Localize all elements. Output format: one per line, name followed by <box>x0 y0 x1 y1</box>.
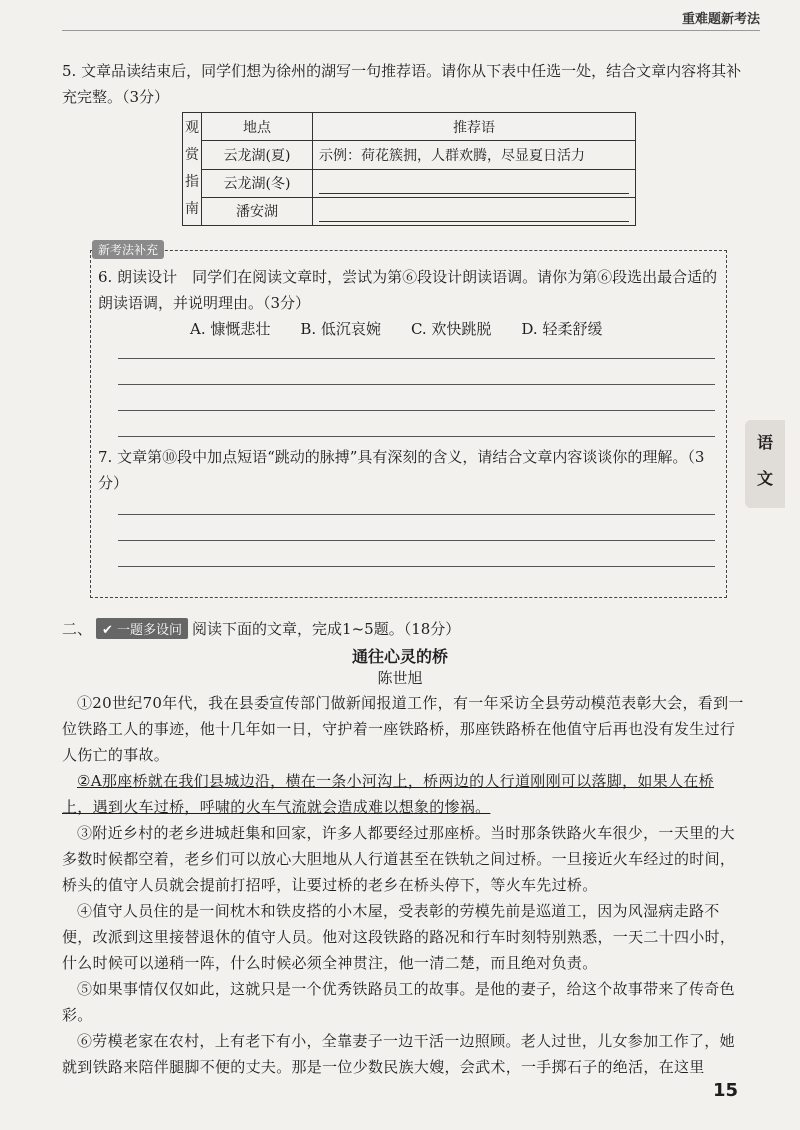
answer-line[interactable] <box>118 358 715 359</box>
q6-options <box>190 318 602 339</box>
series-header: 重难题新考法 <box>681 12 760 27</box>
subject-tab-label: 语 文 <box>756 433 773 488</box>
table-row: 云龙湖(冬) <box>183 169 636 197</box>
question-6: 6. 朗读设计 同学们在阅读文章时，尝试为第⑥段设计朗读语调。请你为第⑥段选出最合适的朗读语调，并说明理由。（3分） <box>98 268 718 312</box>
table-row: 潘安湖 <box>183 197 636 225</box>
answer-line[interactable] <box>118 540 715 541</box>
paragraph-4: ④值守人员住的是一间枕木和铁皮搭的小木屋，受表彰的劳模先前是巡道工，因为风湿病走路不便，改派到这里接替退休的值守人员。他对这段铁路的路况和行车时刻特别熟悉，一天二十四小时，什么时候可以递稍一阵，什么时候必须全神贯注，他一清二楚，而且绝对负责。 <box>62 902 736 972</box>
paragraph-1: ①20世纪70年代，我在县委宣传部门做新闻报道工作，有一年采访全县劳动模范表彰大会，看到一位铁路工人的事迹，他十几年如一日，守护着一座铁路桥，那座铁路桥在他值守后再也没有发生过行人伤亡的事故。 <box>62 694 744 764</box>
answer-blank[interactable] <box>319 213 629 222</box>
col-header-location: 地点 <box>202 113 313 141</box>
section-2-heading: 二、 ✔ 一题多设问 阅读下面的文章，完成1~5题。（18分） <box>62 620 461 638</box>
paragraph-3: ③附近乡村的老乡进城赶集和回家，许多人都要经过那座桥。当时那条铁路火车很少，一天里的大多数时候都空着，老乡们可以放心大胆地从人行道甚至在铁轨之间过桥。一旦接近火车经过的时间，桥头的值守人员就会提前打招呼，让要过桥的老乡在桥头停下，等火车先过桥。 <box>62 824 736 894</box>
header-divider <box>62 30 760 31</box>
new-method-badge: 新考法补充 <box>92 240 164 259</box>
guide-side-label: 观 赏 指 南 <box>183 113 202 226</box>
answer-line[interactable] <box>118 384 715 385</box>
viewing-guide-table <box>182 112 636 226</box>
article-title: 通往心灵的桥 <box>351 647 448 666</box>
answer-line[interactable] <box>118 566 715 567</box>
answer-line[interactable] <box>118 436 715 437</box>
option-c[interactable]: C. 欢快跳脱 <box>410 320 492 338</box>
option-b[interactable]: B. 低沉哀婉 <box>300 320 381 338</box>
page-number: 15 <box>712 1080 738 1101</box>
table-row: 云龙湖(夏) 示例：荷花簇拥，人群欢腾，尽显夏日活力 <box>183 141 636 169</box>
col-header-recommend: 推荐语 <box>313 113 636 141</box>
paragraph-2: ②A那座桥就在我们县城边沿，横在一条小河沟上，桥两边的人行道刚刚可以落脚，如果人在桥上，遇到火车过桥，呼啸的火车气流就会造成难以想象的惨祸。 <box>62 772 714 816</box>
multi-question-tag: ✔ 一题多设问 <box>96 618 188 639</box>
recommend-example: 示例：荷花簇拥，人群欢腾，尽显夏日活力 <box>313 141 636 169</box>
article-author: 陈世旭 <box>377 669 423 687</box>
paragraph-6: ⑥劳模老家在农村，上有老下有小，全靠妻子一边干活一边照顾。老人过世，儿女参加工作了，她就到铁路来陪伴腿脚不便的丈夫。那是一位少数民族大嫂，会武术，一手掷石子的绝活，在这里 <box>62 1032 735 1076</box>
question-7: 7. 文章第⑩段中加点短语“跳动的脉搏”具有深刻的含义，请结合文章内容谈谈你的理解。（3分） <box>98 448 705 492</box>
paragraph-5: ⑤如果事情仅仅如此，这就只是一个优秀铁路员工的故事。是他的妻子，给这个故事带来了传奇色彩。 <box>62 980 735 1024</box>
answer-blank[interactable] <box>319 185 629 194</box>
option-d[interactable]: D. 轻柔舒缓 <box>521 320 603 338</box>
option-a[interactable]: A. 慷慨悲壮 <box>190 320 271 338</box>
answer-line[interactable] <box>118 514 715 515</box>
answer-line[interactable] <box>118 410 715 411</box>
question-5: 5. 文章品读结束后，同学们想为徐州的湖写一句推荐语。请你从下表中任选一处，结合文章内容将其补充完整。（3分） <box>62 62 742 106</box>
